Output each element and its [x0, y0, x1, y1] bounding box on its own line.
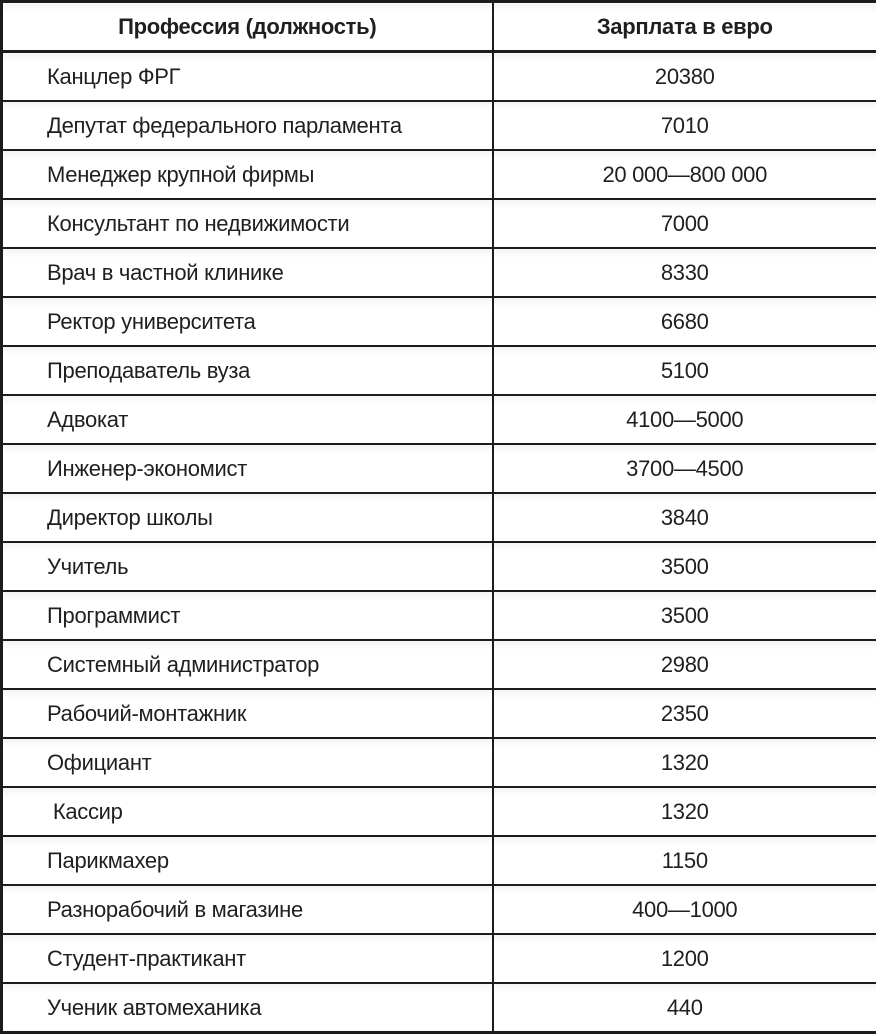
profession-cell: Директор школы — [2, 493, 493, 542]
profession-cell: Инженер-экономист — [2, 444, 493, 493]
salary-cell: 4100—5000 — [493, 395, 876, 444]
profession-cell: Программист — [2, 591, 493, 640]
table-body — [2, 52, 876, 1033]
salary-cell: 5100 — [493, 346, 876, 395]
profession-cell: Преподаватель вуза — [2, 346, 493, 395]
table-row — [2, 983, 876, 1033]
salary-cell: 2980 — [493, 640, 876, 689]
profession-cell: Рабочий-монтажник — [2, 689, 493, 738]
column-header-profession: Профессия (должность) — [2, 2, 493, 52]
table-row — [2, 885, 876, 934]
table-row — [2, 395, 876, 444]
table-row — [2, 542, 876, 591]
profession-cell: Канцлер ФРГ — [2, 52, 493, 102]
table-row — [2, 444, 876, 493]
header-row — [2, 2, 876, 52]
salary-cell: 8330 — [493, 248, 876, 297]
salary-cell: 6680 — [493, 297, 876, 346]
profession-cell: Парикмахер — [2, 836, 493, 885]
salary-cell: 440 — [493, 983, 876, 1033]
table-row — [2, 738, 876, 787]
salary-cell: 1200 — [493, 934, 876, 983]
salary-cell: 3500 — [493, 591, 876, 640]
salary-cell: 1150 — [493, 836, 876, 885]
salary-cell: 2350 — [493, 689, 876, 738]
profession-cell: Официант — [2, 738, 493, 787]
profession-cell: Врач в частной клинике — [2, 248, 493, 297]
table-row — [2, 787, 876, 836]
column-header-salary: Зарплата в евро — [493, 2, 876, 52]
salary-cell: 3500 — [493, 542, 876, 591]
table-row — [2, 101, 876, 150]
profession-cell: Депутат федерального парламента — [2, 101, 493, 150]
salary-cell: 1320 — [493, 787, 876, 836]
salary-cell: 3840 — [493, 493, 876, 542]
salary-cell: 7010 — [493, 101, 876, 150]
table-header — [2, 2, 876, 52]
table-row — [2, 346, 876, 395]
table-row — [2, 199, 876, 248]
table-row — [2, 640, 876, 689]
salary-cell: 7000 — [493, 199, 876, 248]
salary-cell: 20380 — [493, 52, 876, 102]
profession-cell: Адвокат — [2, 395, 493, 444]
salary-cell: 20 000—800 000 — [493, 150, 876, 199]
table-row — [2, 150, 876, 199]
table-row — [2, 52, 876, 102]
profession-cell: Ученик автомеханика — [2, 983, 493, 1033]
profession-cell: Менеджер крупной фирмы — [2, 150, 493, 199]
profession-cell: Студент-практикант — [2, 934, 493, 983]
table-row — [2, 248, 876, 297]
table-row — [2, 591, 876, 640]
profession-cell: Системный администратор — [2, 640, 493, 689]
salary-cell: 400—1000 — [493, 885, 876, 934]
table-row — [2, 836, 876, 885]
profession-cell: Ректор университета — [2, 297, 493, 346]
table-row — [2, 493, 876, 542]
table-row — [2, 934, 876, 983]
profession-cell: Кассир — [2, 787, 493, 836]
profession-cell: Консультант по недвижимости — [2, 199, 493, 248]
salary-cell: 3700—4500 — [493, 444, 876, 493]
table-row — [2, 297, 876, 346]
table-row — [2, 689, 876, 738]
salary-cell: 1320 — [493, 738, 876, 787]
profession-cell: Разнорабочий в магазине — [2, 885, 493, 934]
profession-cell: Учитель — [2, 542, 493, 591]
